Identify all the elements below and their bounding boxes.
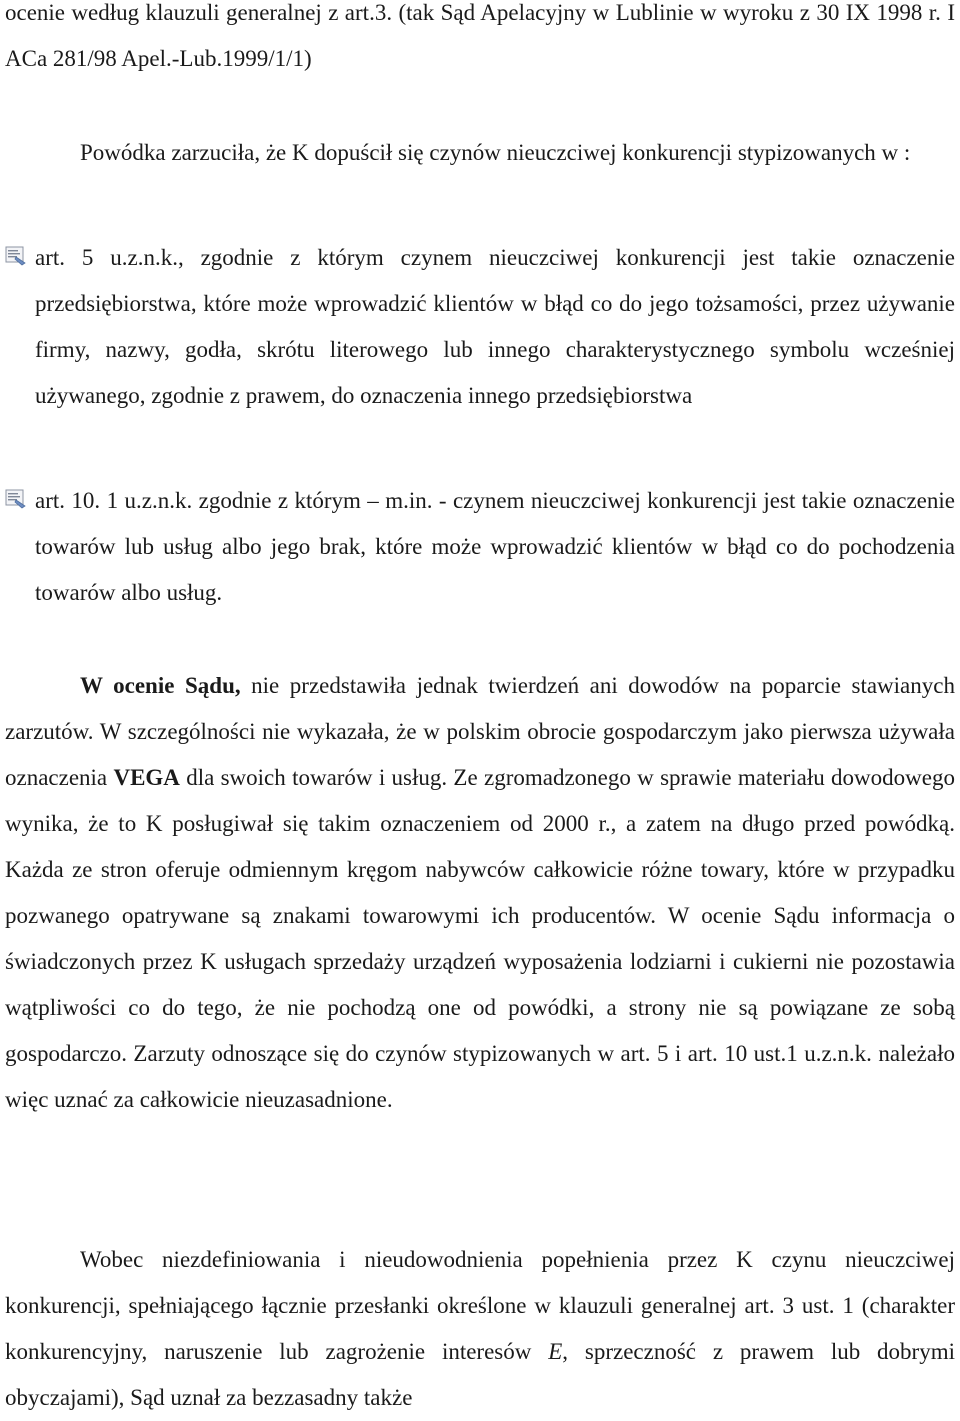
document-icon <box>5 489 27 509</box>
court-opinion-paragraph <box>5 663 955 1123</box>
court-lead-bold: W ocenie Sądu, <box>80 673 241 698</box>
brand-name-bold: VEGA <box>113 765 180 790</box>
court-part-2: dla swoich towarów i usług. Ze zgromadzonego w sprawie materiału dowodowego wynika, że to K posługiwał się takim oznaczeniem od 2000 r., a zatem na długo przed powódką. Każda ze stron oferuje odmiennym kręgom nabywców całkowicie różne towary, które w przypadku pozwanego opatrywane są znakami towarowymi ich producentów. W ocenie Sądu informacja o świadczonych przez K usługach sprzedaży urządzeń wyposażenia lodziarni i cukierni nie pozostawia wątpliwości co do tego, że nie pochodzą one od powódki, a strony nie są powiązane ze sobą gospodarczo. Zarzuty odnoszące się do czynów stypizowanych w art. 5 i art. 10 ust.1 u.z.n.k. należało więc uznać za całkowicie nieuzasadnione. <box>5 765 955 1112</box>
conclusion-part-2: , sprzeczność z prawem lub dobrymi obyczajami), Sąd uznał za bezzasadny także <box>5 1339 955 1410</box>
conclusion-part-1: Wobec niezdefiniowania i nieudowodnienia popełnienia przez K czynu nieuczciwej konkurencji, spełniającego łącznie przesłanki określone w klauzuli generalnej art. 3 ust. 1 (charakter konkurencyjny, naruszenie lub zagrożenie interesów <box>5 1247 955 1364</box>
bullet-text-art5: art. 5 u.z.n.k., zgodnie z którym czynem nieuczciwej konkurencji jest takie oznaczenie przedsiębiorstwa, które może wprowadzić klientów w błąd co do jego tożsamości, przez używanie firmy, nazwy, godła, skrótu literowego lub innego charakterystycznego symbolu wcześniej używanego, zgodnie z prawem, do oznaczenia innego przedsiębiorstwa <box>35 245 955 408</box>
court-part-1: nie przedstawiła jednak twierdzeń ani dowodów na poparcie stawianych zarzutów. W szczególności nie wykazała, że w polskim obrocie gospodarczym jako pierwsza używała oznaczenia <box>5 673 955 790</box>
party-e-italic: E <box>548 1339 563 1364</box>
court-opinion-text <box>5 663 955 1123</box>
bullet-item-art10 <box>5 478 955 616</box>
intro-text: ocenie według klauzuli generalnej z art.3. (tak Sąd Apelacyjny w Lublinie w wyroku z 30 IX 1998 r. I ACa 281/98 Apel.-Lub.1999/1/1) <box>5 0 955 71</box>
conclusion-text <box>5 1237 955 1421</box>
bullet-text-art10: art. 10. 1 u.z.n.k. zgodnie z którym – m.in. - czynem nieuczciwej konkurencji jest takie oznaczenie towarów lub usług albo jego brak, które może wprowadzić klientów w błąd co do pochodzenia towarów albo usług. <box>35 488 955 605</box>
conclusion-paragraph <box>5 1237 955 1421</box>
intro-paragraph <box>5 0 955 82</box>
document-icon <box>5 246 27 266</box>
claim-text: Powódka zarzuciła, że K dopuścił się czynów nieuczciwej konkurencji stypizowanych w : <box>80 140 911 165</box>
claim-paragraph <box>5 130 955 176</box>
bullet-item-art5 <box>5 235 955 419</box>
